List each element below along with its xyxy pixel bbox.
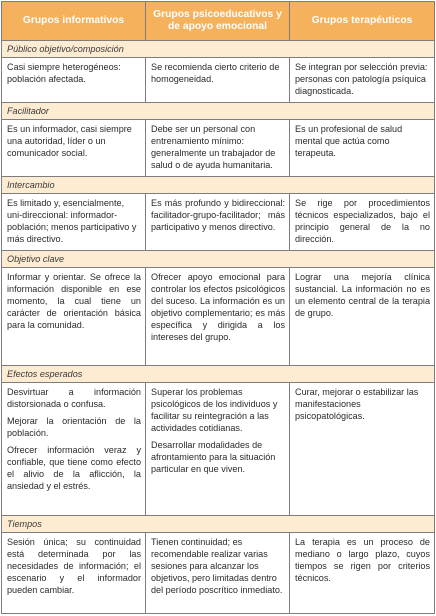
cell-informativos: Informar y orientar. Se ofrece la información disponible en ese momento, la cual tiene un carácter de orientación básica para la comunidad. bbox=[2, 268, 146, 366]
section-row bbox=[2, 365, 435, 382]
cell-informativos: Sesión única; su continuidad está determinada por las necesidades de información; el escenario y el informador pueden cambiar. bbox=[2, 533, 146, 614]
section-label: Intercambio bbox=[2, 176, 435, 193]
table-row bbox=[2, 268, 435, 366]
header-terapeuticos: Grupos terapéuticos bbox=[290, 2, 435, 41]
cell-psicoeducativos: Es más profundo y bidireccional: facilitador-grupo-facilitador; más participativo y menos directivo. bbox=[146, 193, 290, 250]
table-row bbox=[2, 193, 435, 250]
header-informativos: Grupos informativos bbox=[2, 2, 146, 41]
table-row bbox=[2, 533, 435, 614]
section-row bbox=[2, 102, 435, 119]
section-label: Facilitador bbox=[2, 102, 435, 119]
header-row bbox=[2, 2, 435, 41]
table-row bbox=[2, 119, 435, 176]
cell-terapeuticos: Curar, mejorar o estabilizar las manifestaciones psicopatológicas. bbox=[290, 382, 435, 516]
cell-psicoeducativos: Superar los problemas psicológicos de los individuos y facilitar su reintegración a las actividades cotidianas. Desarrollar modalidades de afrontamiento para la situación particular en que viven. bbox=[146, 382, 290, 516]
cell-terapeuticos: Se integran por selección previa: personas con patología psíquica diagnosticada. bbox=[290, 58, 435, 103]
cell-terapeuticos: Se rige por procedimientos técnicos especializados, bajo el principio general de la no dirección. bbox=[290, 193, 435, 250]
section-row bbox=[2, 176, 435, 193]
header-psicoeducativos: Grupos psicoeducativos y de apoyo emocional bbox=[146, 2, 290, 41]
comparison-table bbox=[1, 1, 435, 614]
cell-psicoeducativos: Tienen continuidad; es recomendable realizar varias sesiones para alcanzar los objetivos, pero limitadas dentro del período poscrítico inmediato. bbox=[146, 533, 290, 614]
section-row bbox=[2, 41, 435, 58]
table-row bbox=[2, 58, 435, 103]
section-label: Tiempos bbox=[2, 516, 435, 533]
cell-terapeuticos: Es un profesional de salud mental que actúa como terapeuta. bbox=[290, 119, 435, 176]
cell-terapeuticos: Lograr una mejoría clínica sustancial. La información no es un elemento central de la terapia de grupo. bbox=[290, 268, 435, 366]
cell-informativos: Es un informador, casi siempre una autoridad, líder o un comunicador social. bbox=[2, 119, 146, 176]
cell-psicoeducativos: Ofrecer apoyo emocional para controlar los efectos psicológicos del suceso. La información es un objetivo complementario; es más específica y dirigida a los intereses del grupo. bbox=[146, 268, 290, 366]
cell-informativos: Es limitado y, esencialmente, uni-direccional: informador-población; menos participativo y más directivo. bbox=[2, 193, 146, 250]
cell-informativos: Casi siempre heterogéneos: población afectada. bbox=[2, 58, 146, 103]
section-label: Público objetivo/composición bbox=[2, 41, 435, 58]
cell-terapeuticos: La terapia es un proceso de mediano o largo plazo, cuyos tiempos se rigen por criterios técnicos. bbox=[290, 533, 435, 614]
cell-psicoeducativos: Debe ser un personal con entrenamiento mínimo: generalmente un trabajador de salud o de ayuda humanitaria. bbox=[146, 119, 290, 176]
table-row bbox=[2, 382, 435, 516]
section-label: Objetivo clave bbox=[2, 251, 435, 268]
section-row bbox=[2, 251, 435, 268]
cell-informativos: Desvirtuar a información distorsionada o confusa. Mejorar la orientación de la población. Ofrecer información veraz y confiable, que tiene como efecto el alivio de la aflicción, la ansiedad y el estrés. bbox=[2, 382, 146, 516]
cell-psicoeducativos: Se recomienda cierto criterio de homogeneidad. bbox=[146, 58, 290, 103]
section-row bbox=[2, 516, 435, 533]
section-label: Efectos esperados bbox=[2, 365, 435, 382]
